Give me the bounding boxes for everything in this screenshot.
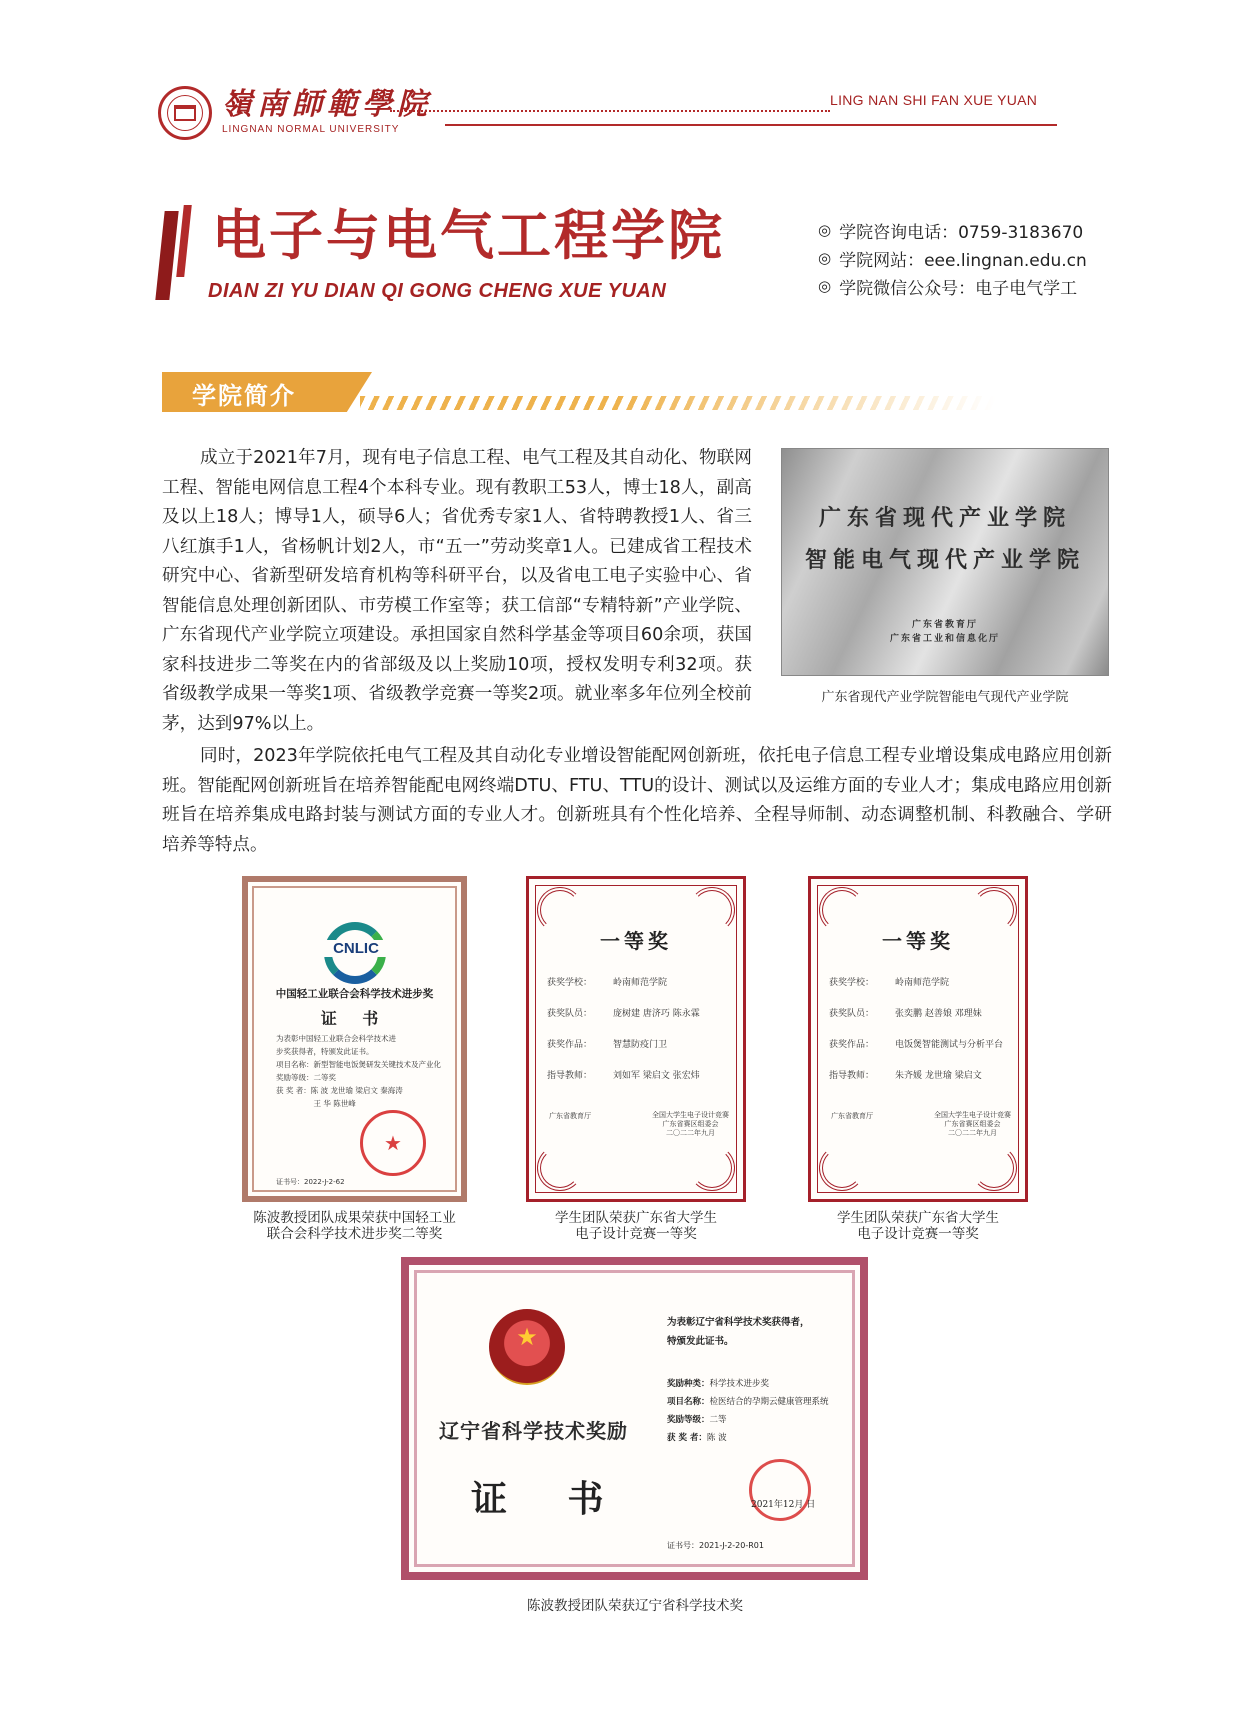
university-logo-chinese: 嶺南師範學院 (222, 87, 432, 122)
award-row (547, 1006, 737, 1037)
cnlic-body-line: 步奖获得者，特颁发此证书。 (276, 1047, 374, 1056)
title-accent-bars (160, 205, 200, 300)
red-seal-icon (749, 1459, 811, 1521)
award-footer (549, 1111, 729, 1138)
liaoning-rows (667, 1375, 829, 1447)
bullet-icon: ◎ (818, 277, 832, 295)
liaoning-row-key: 奖励种类： (667, 1379, 710, 1389)
national-emblem-icon (489, 1309, 565, 1385)
award-organizer-line: 二〇二二年九月 (948, 1129, 997, 1137)
award-row-value: 电饭煲智能测试与分析平台 (895, 1040, 1004, 1050)
award-row-value: 朱齐媛 龙世瑜 梁启文 (895, 1071, 982, 1081)
award-footer (831, 1111, 1011, 1138)
award-row-value: 张奕鹏 赵善娘 邓理妹 (895, 1009, 982, 1019)
liaoning-award-name: 辽宁省科学技术奖励 (439, 1419, 628, 1443)
college-title: 电子与电气工程学院 (212, 204, 725, 267)
award-rows (829, 975, 1019, 1099)
bullet-icon: ◎ (818, 221, 832, 239)
header-rule (445, 124, 1057, 126)
cnlic-body-line: 项目名称：新型智能电饭煲研发关键技术及产业化 (276, 1060, 441, 1069)
award-title: 一等奖 (882, 929, 954, 953)
award-certificate-1 (526, 876, 746, 1202)
header-dotted-rule (390, 110, 830, 112)
award-organizer-line: 广东省赛区组委会 (662, 1120, 719, 1128)
caption-line: 陈波教授团队成果荣获中国轻工业 (253, 1210, 456, 1226)
plaque-line-1: 广东省现代产业学院 (818, 505, 1071, 531)
cnlic-logo-text: CNLIC (308, 940, 404, 957)
award-organizer-line: 广东省赛区组委会 (944, 1120, 1001, 1128)
liaoning-date: 2021年12月 日 (751, 1500, 816, 1510)
cnlic-body-line: 王 华 陈世峰 (276, 1099, 356, 1108)
liaoning-intro-line: 为表彰辽宁省科学技术奖获得者， (667, 1317, 810, 1328)
caption-line: 学生团队荣获广东省大学生 (837, 1210, 999, 1226)
award-rows (547, 975, 737, 1099)
award-certificate-2 (808, 876, 1028, 1202)
university-logo-english: LINGNAN NORMAL UNIVERSITY (222, 124, 400, 135)
corner-ornament-icon (689, 1145, 735, 1191)
award-row (547, 975, 737, 1006)
contact-website-text: 学院网站：eee.lingnan.edu.cn (839, 250, 1087, 271)
award-row (829, 975, 1019, 1006)
award-organizer-line: 全国大学生电子设计竞赛 (652, 1111, 729, 1119)
red-seal-icon: ★ (360, 1110, 426, 1176)
corner-ornament-icon (537, 1145, 583, 1191)
university-seal-logo (158, 86, 212, 140)
award-row-value: 刘如军 梁启文 张宏炜 (613, 1071, 700, 1081)
award-1-caption (516, 1210, 756, 1242)
award-row (547, 1037, 737, 1068)
cnlic-heading: 证 书 (320, 1009, 389, 1028)
liaoning-number: 证书号：2021-J-2-20-R01 (667, 1541, 764, 1550)
liaoning-row (667, 1375, 829, 1393)
plaque-caption: 广东省现代产业学院智能电气现代产业学院 (821, 690, 1069, 705)
award-row-value: 庞树建 唐济巧 陈永霖 (613, 1009, 700, 1019)
liaoning-row-key: 获 奖 者： (667, 1433, 707, 1443)
caption-line: 电子设计竞赛一等奖 (575, 1226, 697, 1242)
caption-line: 学生团队荣获广东省大学生 (555, 1210, 717, 1226)
liaoning-row-value: 检医结合的孕期云健康管理系统 (709, 1397, 829, 1407)
liaoning-row (667, 1411, 829, 1429)
award-row-key: 指导教师： (547, 1071, 593, 1081)
plaque-issuer-2: 广东省工业和信息化厅 (889, 634, 1000, 644)
section-stripes-decoration (360, 396, 995, 410)
award-row-key: 指导教师： (829, 1071, 875, 1081)
liaoning-row-key: 奖励等级： (667, 1415, 710, 1425)
contact-website (818, 244, 1087, 272)
liaoning-row (667, 1429, 829, 1447)
cnlic-body-line: 为表彰中国轻工业联合会科学技术进 (276, 1034, 396, 1043)
award-row-key: 获奖作品： (547, 1040, 593, 1050)
plaque-issuer-1: 广东省教育厅 (911, 620, 978, 630)
contact-wechat (818, 272, 1087, 300)
intro-paragraph-1: 成立于2021年7月，现有电子信息工程、电气工程及其自动化、物联网工程、智能电网信息工程4个本科专业。现有教职工53人，博士18人，副高及以上18人；博导1人，硕导6人；省优秀专家1人、省特聘教授1人、省三八红旗手1人，省杨帆计划2人，市“五一”劳动奖章1人。已建成省工程技术研究中心、省新型研发培育机构等科研平台，以及省电工电子实验中心、省智能信息处理创新团队、市劳模工作室等；获工信部“专精特新”产业学院、广东省现代产业学院立项建设。承担国家自然科学基金等项目60余项，获国家科技进步二等奖在内的省部级及以上奖励10项，授权发明专利32项。获省级教学成果一等奖1项、省级教学竞赛一等奖2项。就业率多年位列全校前茅，达到97%以上。 (162, 448, 752, 734)
award-row (829, 1037, 1019, 1068)
award-row-key: 获奖学校： (547, 978, 593, 988)
cnlic-body (276, 1032, 446, 1110)
award-row (547, 1068, 737, 1099)
college-pinyin: DIAN ZI YU DIAN QI GONG CHENG XUE YUAN (208, 280, 667, 302)
liaoning-row (667, 1393, 829, 1411)
award-row-value: 岭南师范学院 (613, 978, 668, 988)
award-row (829, 1068, 1019, 1099)
liaoning-award-certificate (401, 1257, 868, 1580)
bullet-icon: ◎ (818, 249, 832, 267)
section-heading: 学院简介 (192, 382, 296, 410)
contact-phone-text: 学院咨询电话：0759-3183670 (839, 222, 1084, 243)
contact-phone (818, 216, 1087, 244)
award-title: 一等奖 (600, 929, 672, 953)
header-pinyin: LING NAN SHI FAN XUE YUAN (830, 92, 1038, 108)
liaoning-row-value: 陈 波 (706, 1433, 727, 1443)
liaoning-row-value: 二等 (709, 1415, 727, 1425)
intro-paragraph-2: 同时，2023年学院依托电气工程及其自动化专业增设智能配网创新班，依托电子信息工程专业增设集成电路应用创新班。智能配网创新班旨在培养智能配电网终端DTU、FTU、TTU的设计、测试以及运维方面的专业人才；集成电路应用创新班旨在培养集成电路封装与测试方面的专业人才。创新班具有个性化培养、全程导师制、动态调整机制、科教融合、学研培养等特点。 (162, 746, 1112, 855)
award-row-key: 获奖队员： (547, 1009, 593, 1019)
award-row-value: 智慧防疫门卫 (613, 1040, 668, 1050)
contact-wechat-text: 学院微信公众号：电子电气学工 (839, 278, 1078, 299)
industry-college-plaque (781, 448, 1109, 676)
liaoning-row-value: 科学技术进步奖 (709, 1379, 770, 1389)
caption-line: 联合会科学技术进步奖二等奖 (266, 1226, 443, 1242)
award-row-key: 获奖作品： (829, 1040, 875, 1050)
caption-line: 电子设计竞赛一等奖 (857, 1226, 979, 1242)
award-organizer (652, 1111, 729, 1138)
liaoning-row-key: 项目名称： (667, 1397, 710, 1407)
liaoning-intro-line: 特颁发此证书。 (667, 1336, 734, 1347)
liaoning-intro (667, 1313, 810, 1351)
corner-ornament-icon (819, 1145, 865, 1191)
cnlic-body-line: 奖励等级：二等奖 (276, 1073, 336, 1082)
liaoning-heading: 证 书 (471, 1478, 628, 1520)
contact-list (818, 216, 1087, 300)
award-issuer: 广东省教育厅 (831, 1112, 873, 1120)
award-issuer: 广东省教育厅 (549, 1112, 591, 1120)
cnlic-org: 中国轻工业联合会科学技术进步奖 (275, 988, 434, 1000)
award-organizer (934, 1111, 1011, 1138)
plaque-line-2: 智能电气现代产业学院 (804, 547, 1085, 573)
corner-ornament-icon (971, 1145, 1017, 1191)
cnlic-number: 证书号：2022-J-2-62 (276, 1178, 345, 1186)
cnlic-certificate (242, 876, 467, 1202)
award-organizer-line: 二〇二二年九月 (666, 1129, 715, 1137)
cnlic-caption (232, 1210, 477, 1242)
award-row-key: 获奖队员： (829, 1009, 875, 1019)
cnlic-body-line: 获 奖 者：陈 波 龙世瑜 梁启文 秦海涛 (276, 1086, 403, 1095)
award-row-key: 获奖学校： (829, 978, 875, 988)
award-row (829, 1006, 1019, 1037)
liaoning-caption: 陈波教授团队荣获辽宁省科学技术奖 (527, 1598, 743, 1614)
award-row-value: 岭南师范学院 (895, 978, 950, 988)
award-organizer-line: 全国大学生电子设计竞赛 (934, 1111, 1011, 1119)
award-2-caption (798, 1210, 1038, 1242)
